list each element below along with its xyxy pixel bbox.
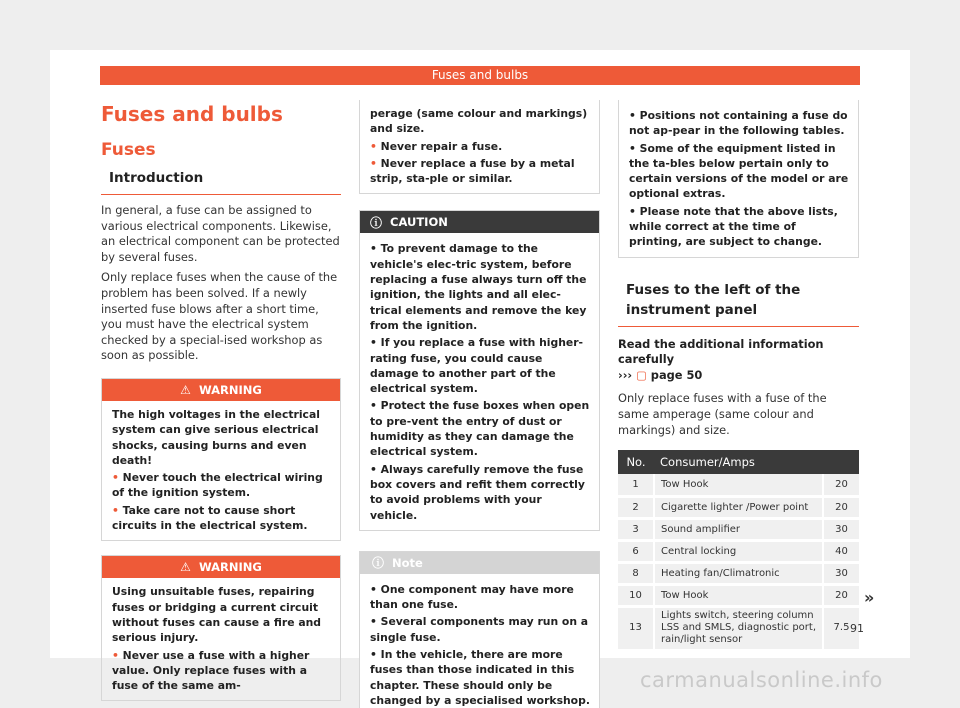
caution-item: • To prevent damage to the vehicle's elec-tric system, before replacing a fuse always turn off the ignition, the lights and all elec-trical elements and remove the key from the ignition.: [370, 242, 587, 332]
warning-title: WARNING: [198, 560, 262, 575]
page-number: 91: [850, 622, 864, 635]
bullet-icon: •: [370, 336, 377, 350]
book-icon: ▢: [636, 367, 647, 382]
warning-continuation-text: perage (same colour and markings) and size.: [370, 107, 588, 136]
replace-paragraph: Only replace fuses with a fuse of the same amperage (same colour and markings) and size.: [618, 391, 827, 437]
continued-arrow: »: [864, 588, 875, 607]
page-50-link[interactable]: page 50: [650, 367, 703, 382]
bullet-icon: •: [629, 204, 636, 218]
column-2: [359, 100, 600, 708]
table-header-row: [618, 450, 859, 474]
note-item: • Please note that the above lists, while correct at the time of printing, are subject to change.: [629, 204, 838, 249]
warning-body: [102, 578, 340, 700]
warning-item: • Take care not to cause short circuits in the electrical system.: [112, 503, 308, 533]
note-header: [360, 552, 599, 574]
bullet-icon: •: [370, 399, 377, 413]
caution-title: CAUTION: [390, 215, 448, 230]
note-item: • Some of the equipment listed in the ta-bles below pertain only to certain versions of the model or are optional extras.: [629, 141, 849, 201]
chapter-title: Fuses and bulbs: [101, 102, 283, 126]
bullet-icon: •: [112, 503, 119, 517]
header-title: Fuses and bulbs: [100, 66, 860, 85]
warning-item: • Never use a fuse with a higher value. Only replace fuses with a fuse of the same am-: [112, 648, 310, 693]
bullet-icon: •: [112, 648, 119, 662]
reference-text: Read the additional information carefully ››› ▢ page 50: [618, 336, 824, 382]
caution-item: • Protect the fuse boxes when open to pre-vent the entry of dust or humidity as they can damage the electrical system.: [370, 399, 590, 459]
caution-circle-icon: ⓘ: [370, 215, 383, 230]
column-1: [101, 100, 341, 701]
caution-item: • If you replace a fuse with higher-rating fuse, you could cause damage to another part of the electrical system.: [370, 336, 584, 396]
note-continuation-box: [618, 100, 859, 258]
warning-item: • Never touch the electrical wiring of the ignition system.: [112, 471, 323, 500]
table-row: 6 Central locking 40: [618, 540, 859, 562]
warning-box-1: [101, 378, 341, 541]
bullet-icon: •: [112, 471, 119, 485]
note-item: • Several components may run on a single fuse.: [370, 615, 589, 644]
note-item: • Positions not containing a fuse do not ap-pear in the following tables.: [629, 109, 848, 138]
fuse-table: [618, 450, 859, 652]
warning-item: • Never repair a fuse.: [370, 139, 503, 153]
note-item: • In the vehicle, there are more fuses than those indicated in this chapter. These should only be changed by a specialised workshop.: [370, 648, 590, 707]
info-icon: ⓘ: [372, 556, 385, 571]
bullet-icon: •: [629, 109, 636, 122]
ref-arrows: ›››: [618, 367, 633, 382]
note-continuation-body: [619, 100, 858, 257]
watermark: carmanualsonline.info: [640, 668, 883, 692]
warning-header: [102, 379, 340, 401]
note-box: [359, 551, 600, 708]
bullet-icon: •: [370, 582, 377, 596]
caution-header: [360, 211, 599, 233]
warning-continuation-body: [360, 100, 599, 193]
column-header-no: No.: [618, 450, 654, 474]
subsection-title: Introduction: [101, 168, 341, 195]
warning-item: • Never replace a fuse by a metal strip, sta-ple or similar.: [370, 156, 575, 186]
warning-triangle-icon: ⚠: [180, 382, 191, 397]
intro-paragraph-1: In general, a fuse can be assigned to various electrical components. Likewise, an electrical component can be protected by several fuses.: [101, 203, 340, 264]
caution-item: • Always carefully remove the fuse box covers and refit them correctly to avoid problems with your vehicle.: [370, 462, 585, 522]
table-row: 13 Lights switch, steering column LSS and SMLS, diagnostic port, rain/light sensor 7.5: [618, 606, 859, 650]
table-row: 10 Tow Hook 20: [618, 584, 859, 606]
note-body: [360, 574, 599, 708]
caution-body: [360, 233, 599, 529]
bullet-icon: •: [629, 141, 636, 155]
warning-box-2: [101, 555, 341, 701]
intro-paragraph-2: Only replace fuses when the cause of the problem has been solved. If a newly inserted fuse blows after a short time, you must have the electrical system checked by a special-ised workshop as soon as possible.: [101, 270, 338, 363]
table-row: 2 Cigarette lighter /Power point 20: [618, 496, 859, 518]
note-title: Note: [392, 555, 423, 570]
column-3: [618, 100, 859, 652]
fuses-left-title: Fuses to the left of the instrument panel: [618, 280, 859, 327]
note-item: • One component may have more than one fuse.: [370, 582, 574, 612]
warning-header: [102, 556, 340, 578]
bullet-icon: •: [370, 615, 377, 629]
warning-triangle-icon: ⚠: [180, 560, 191, 575]
warning-lead: Using unsuitable fuses, repairing fuses or bridging a current circuit without fuses can cause a fire and serious injury.: [112, 585, 322, 645]
warning-lead: The high voltages in the electrical system can give serious electrical shocks, causing burns and even death!: [112, 407, 320, 467]
bullet-icon: •: [370, 156, 377, 170]
bullet-icon: •: [370, 139, 377, 153]
table-row: 1 Tow Hook 20: [618, 474, 859, 496]
bullet-icon: •: [370, 242, 377, 256]
table-row: 8 Heating fan/Climatronic 30: [618, 562, 859, 584]
section-title: Fuses: [101, 140, 156, 160]
bullet-icon: •: [370, 462, 377, 476]
caution-box: [359, 210, 600, 530]
bullet-icon: •: [370, 648, 377, 662]
column-header-consumer: Consumer/Amps: [654, 450, 859, 474]
warning-body: [102, 401, 340, 540]
table-row: 3 Sound amplifier 30: [618, 518, 859, 540]
warning-title: WARNING: [198, 382, 262, 397]
warning-continuation-box: [359, 100, 600, 194]
